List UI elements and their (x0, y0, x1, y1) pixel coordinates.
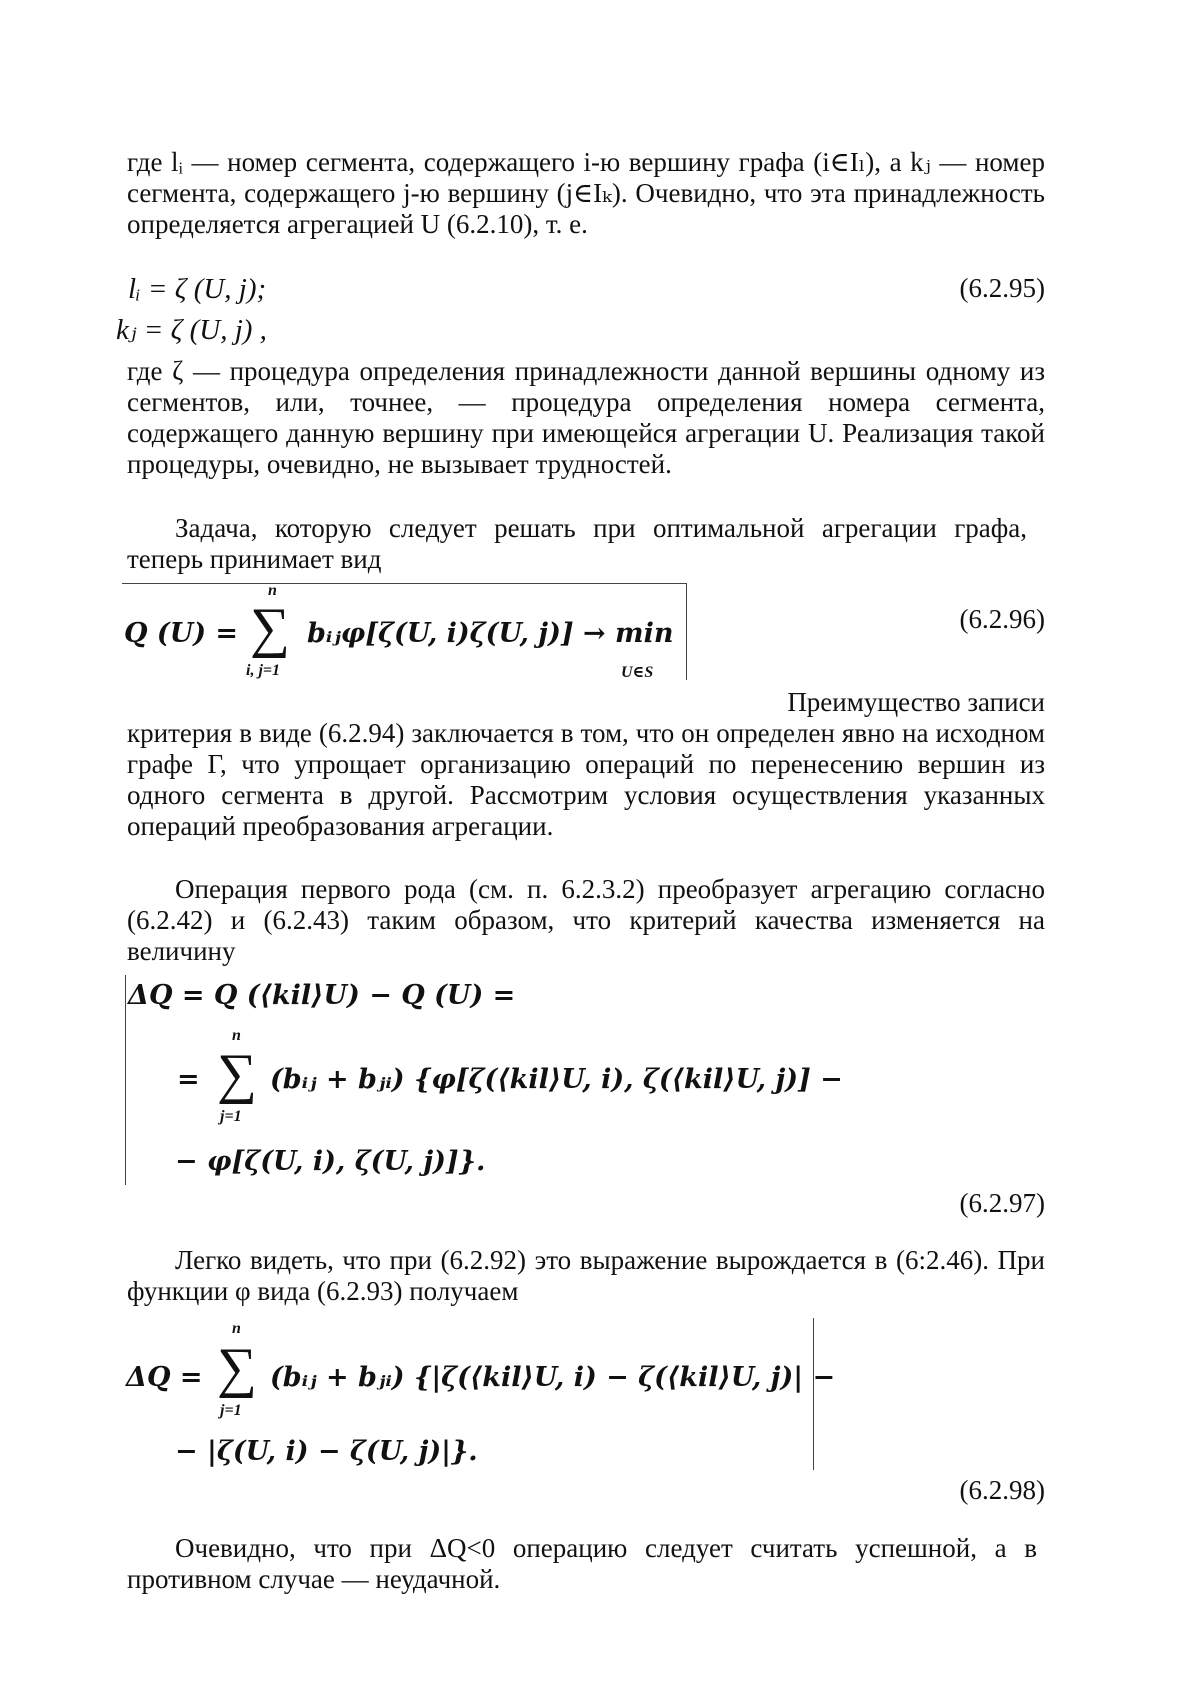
paragraph-first-kind-operation: Операция первого рода (см. п. 6.2.3.2) преобразует агрегацию согласно (6.2.42) и (6.2.43) таким образом, что критерий качества изменяется на величину (127, 874, 1045, 966)
equation-6-2-97-sum-upper: n (232, 1027, 241, 1044)
equation-6-2-97-sum-lower: j=1 (220, 1108, 242, 1125)
equation-6-2-97-line3: − φ[ζ(U, i), ζ(U, j)]}. (175, 1146, 486, 1177)
equation-6-2-98-sum-lower: j=1 (220, 1402, 242, 1419)
paragraph-degenerate-case: Легко видеть, что при (6.2.92) это выражение вырождается в (6:2.46). При функции φ вида (6.2.93) получаем (127, 1245, 1045, 1306)
equation-number-6-2-97: (6.2.97) (959, 1188, 1045, 1218)
paragraph-advantage: критерия в виде (6.2.94) заключается в том, что он определен явно на исходном графе Г, что упрощает организацию операций по перенесению вершин из одного сегмента в другой. Рассмотрим условия осуществления указанных операций преобразования агрегации. (127, 718, 1045, 841)
equation-6-2-95-line2: kⱼ = ζ (U, j) , (116, 314, 267, 346)
paragraph-advantage-start: Преимущество записи (787, 687, 1045, 717)
equation-6-2-98-line2: − |ζ(U, i) − ζ(U, j)|}. (175, 1436, 478, 1467)
equation-6-2-98-lhs: ΔQ = (126, 1362, 203, 1393)
equation-6-2-96-body: bᵢⱼφ[ζ(U, i)ζ(U, j)] → min (307, 618, 674, 649)
equation-6-2-98-sum-upper: n (232, 1320, 241, 1337)
equation-6-2-95-line1: lᵢ = ζ (U, j); (128, 273, 267, 305)
equation-number-6-2-95: (6.2.95) (959, 273, 1045, 303)
equation-6-2-96-right-rule (686, 583, 687, 680)
equation-6-2-96-top-rule (122, 583, 687, 584)
equation-6-2-98-line1: (bᵢⱼ + bⱼᵢ) {|ζ(⟨kil⟩U, i) − ζ(⟨kil⟩U, j)| − (270, 1362, 836, 1393)
paragraph-task: Задача, которую следует решать при оптимальной агрегации графа, теперь принимает вид (127, 513, 1027, 574)
equation-6-2-97-line2: (bᵢⱼ + bⱼᵢ) {φ[ζ(⟨kil⟩U, i), ζ(⟨kil⟩U, j)] − (270, 1064, 843, 1095)
summation-icon: ∑ (217, 1043, 257, 1105)
equation-6-2-97-equals: = (177, 1064, 200, 1095)
paragraph-zeta-procedure: где ζ — процедура определения принадлежности данной вершины одному из сегментов, или, точнее, — процедура определения номера сегмента, содержащего данную вершину при имеющейся агрегации U. Реализация такой процедуры, очевидно, не вызывает трудностей. (127, 356, 1045, 479)
equation-number-6-2-98: (6.2.98) (959, 1475, 1045, 1505)
equation-6-2-97-left-rule (125, 975, 126, 1185)
summation-icon: ∑ (217, 1337, 257, 1399)
summation-icon: ∑ (250, 597, 290, 659)
equation-6-2-98-right-rule (813, 1318, 814, 1470)
equation-6-2-96-min-subscript: U∈S (621, 664, 654, 681)
equation-6-2-97-line1: ΔQ = Q (⟨kil⟩U) − Q (U) = (128, 980, 516, 1011)
equation-6-2-96-lhs: Q (U) = (124, 618, 239, 649)
equation-6-2-96-sum-upper: n (268, 582, 277, 599)
equation-6-2-96-sum-lower: i, j=1 (246, 662, 281, 679)
paragraph-conclusion: Очевидно, что при ΔQ<0 операцию следует считать успешной, а в противном случае — неудачной. (127, 1533, 1037, 1594)
paragraph-intro: где lᵢ — номер сегмента, содержащего i-ю вершину графа (i∈Iₗ), а kⱼ — номер сегмента, содержащего j-ю вершину (j∈Iₖ). Очевидно, что эта принадлежность определяется агрегацией U (6.2.10), т. е. (127, 147, 1045, 239)
equation-number-6-2-96: (6.2.96) (959, 604, 1045, 634)
